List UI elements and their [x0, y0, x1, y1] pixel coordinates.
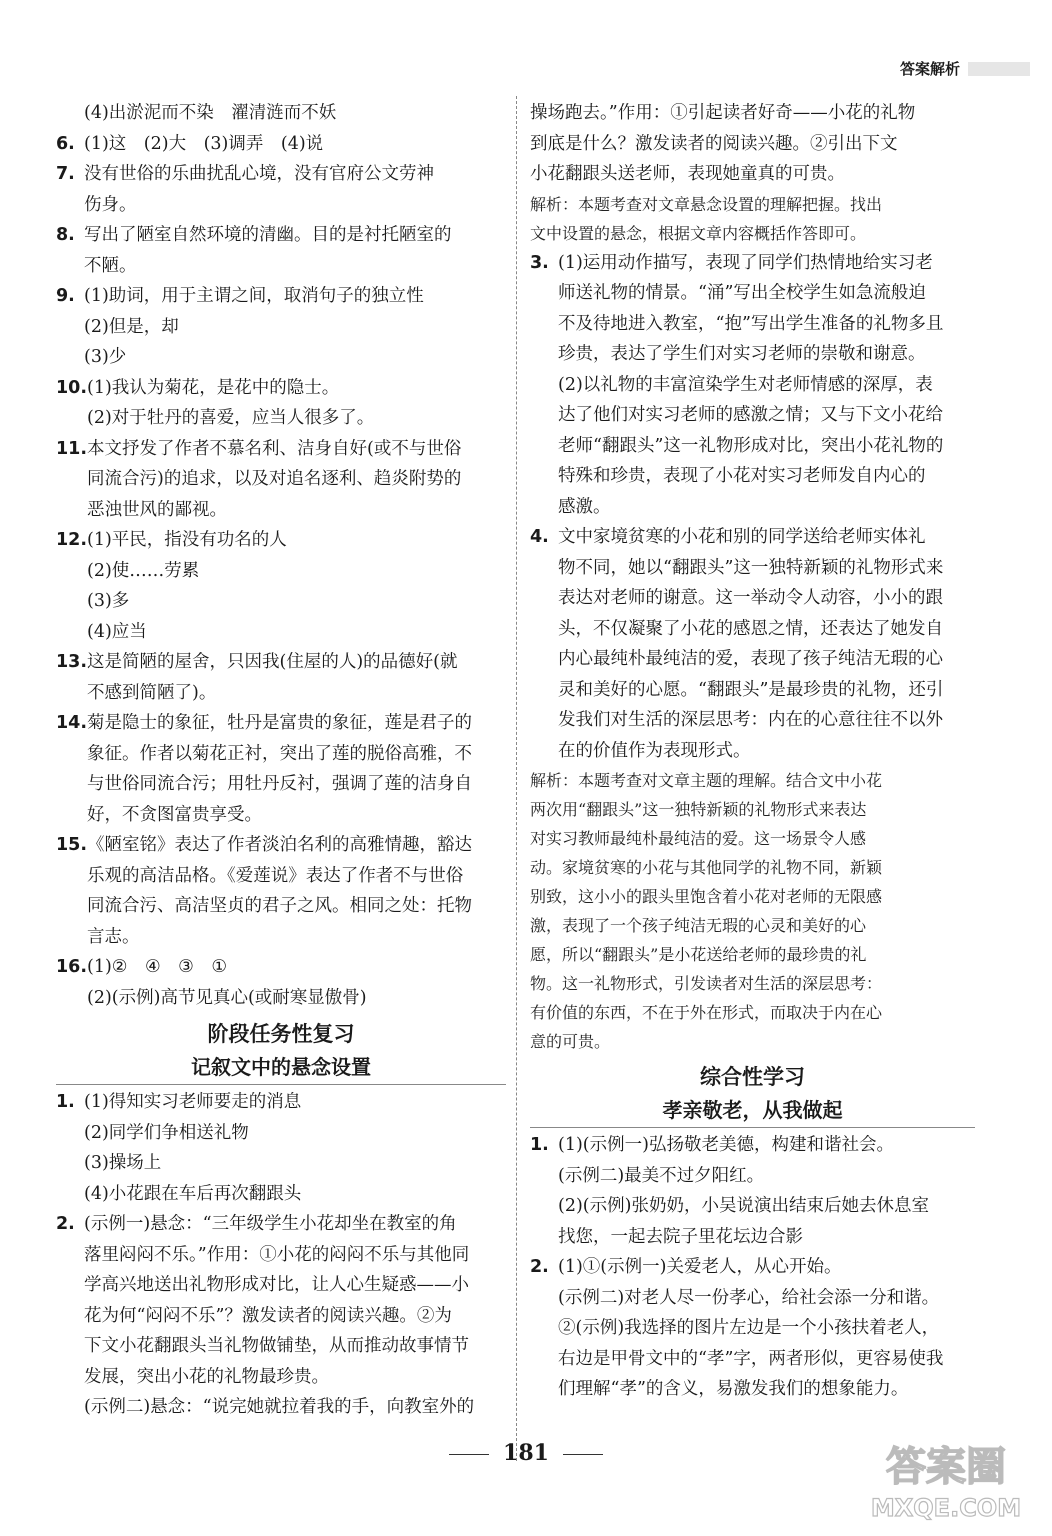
answer-item: [56, 281, 506, 373]
answer-line: 右边是甲骨文中的“孝”字，两者形似，更容易使我: [558, 1348, 944, 1369]
answer-line: (1)运用动作描写，表现了同学们热情地给实习老: [558, 252, 933, 273]
answer-line: ②(示例)我选择的图片左边是一个小孩扶着老人，: [558, 1318, 940, 1338]
answer-line: 学高兴地送出礼物形成对比，让人心生疑惑——小: [84, 1275, 469, 1295]
answer-body: [84, 1087, 301, 1209]
answer-line: (1)我认为菊花，是花中的隐士。: [87, 377, 340, 398]
watermark-logo: [858, 1432, 1034, 1528]
answer-number: 8.: [56, 225, 75, 245]
right-column: [530, 98, 975, 1405]
answer-number: 2.: [56, 1214, 75, 1234]
answer-line: (2)同学们争相送礼物: [84, 1122, 249, 1143]
answer-line: (2)对于牡丹的喜爱，应当人很多了。: [87, 408, 375, 428]
analysis-line: 文中设置的悬念，根据文章内容概括作答即可。: [530, 223, 867, 243]
answer-body: [87, 708, 472, 830]
answer-number: 12.: [56, 530, 88, 550]
answer-line: (3)操场上: [84, 1153, 162, 1173]
answer-item: [56, 373, 506, 434]
section-title: 综合性学习: [700, 1065, 805, 1089]
answer-item: [56, 1087, 506, 1209]
answer-line: (4)应当: [87, 621, 147, 642]
page-number-text: 181: [503, 1440, 549, 1466]
answer-line: (2)但是，却: [84, 316, 179, 337]
answer-line: 这是简陋的屋舍，只因我(住屋的人)的品德好(就: [87, 652, 458, 672]
answer-body: [558, 1130, 929, 1252]
answer-item: [56, 525, 506, 647]
answer-line: 感激。: [558, 496, 611, 517]
answer-line: (示例二)最美不过夕阳红。: [558, 1165, 765, 1186]
answer-number: 9.: [56, 286, 75, 306]
watermark-line2: MXQE.COM: [870, 1494, 1022, 1522]
answer-body: [558, 248, 943, 523]
answer-line: 同流合污)的追求，以及对追名逐利、趋炎附势的: [87, 469, 462, 489]
answer-line: (示例二)对老人尽一份孝心，给社会添一分和谐。: [558, 1287, 940, 1308]
answer-line: (1)①(示例一)关爱老人，从心开始。: [558, 1257, 842, 1277]
analysis-line: 愿，所以“翻跟头”是小花送给老师的最珍贵的礼: [530, 945, 867, 964]
answer-line: 头，不仅凝聚了小花的感恩之情，还表达了她发自: [558, 618, 943, 639]
answer-line: 找您，一起去院子里花坛边合影: [558, 1226, 803, 1247]
answer-line: (4)出淤泥而不染 濯清涟而不妖: [84, 103, 337, 123]
answer-line: 花为何“闷闷不乐”？激发读者的阅读兴趣。②为: [84, 1305, 452, 1326]
answer-number: 14.: [56, 713, 88, 733]
answer-line: 没有世俗的乐曲扰乱心境，没有官府公文劳神: [84, 164, 434, 184]
answer-body: [84, 129, 323, 160]
answer-line: 恶浊世风的鄙视。: [87, 499, 228, 520]
page-number-dash: [563, 1454, 603, 1455]
answer-line: 不感到简陋了)。: [87, 682, 217, 703]
analysis-line: 对实习教师最纯朴最纯洁的爱。这一场景令人感: [530, 829, 867, 848]
header-label: 答案解析: [899, 60, 960, 78]
answer-body: [87, 373, 374, 434]
header-decor-bar: [968, 62, 1030, 76]
answer-line: 同流合污、高洁坚贞的君子之风。相同之处：托物: [87, 896, 473, 916]
answer-line: 达了他们对实习老师的感激之情；又与下文小花给: [558, 405, 943, 425]
answer-line: 不及待地进入教室，“抱”写出学生准备的礼物多且: [558, 313, 944, 334]
answer-line: 灵和美好的心愿。“翻跟头”是最珍贵的礼物，还引: [558, 679, 944, 700]
answer-line: (2)以礼物的丰富渲染学生对老师情感的深厚，表: [558, 374, 933, 395]
answer-line: 珍贵，表达了学生们对实习老师的崇敬和谢意。: [558, 344, 926, 364]
column-divider: [516, 96, 517, 1461]
answer-item: [56, 708, 506, 830]
answer-item: [56, 952, 506, 1013]
answer-item: [56, 220, 506, 281]
page-number-dash: [449, 1454, 489, 1455]
answer-line: 与世俗同流合污；用牡丹反衬，强调了莲的洁身自: [87, 774, 473, 794]
analysis-line: 意的可贵。: [530, 1032, 611, 1051]
answer-line: (4)小花跟在车后再次翻跟头: [84, 1183, 302, 1204]
answer-line: 落里闷闷不乐。”作用：①小花的闷闷不乐与其他同: [84, 1244, 470, 1265]
answer-body: [558, 522, 943, 766]
analysis-line: 有价值的东西，不在于外在形式，而取决于内在心: [530, 1003, 883, 1022]
answer-body: [87, 952, 367, 1013]
answer-line: 表达对老师的谢意。这一举动令人动容，小小的跟: [558, 588, 943, 608]
answer-body: [84, 159, 434, 220]
analysis-line: 动。家境贫寒的小花与其他同学的礼物不同，新颖: [530, 858, 883, 877]
answer-body: [84, 281, 424, 373]
answer-line: (1)这 (2)大 (3)调弄 (4)说: [84, 133, 324, 154]
answer-line: (1)得知实习老师要走的消息: [84, 1092, 302, 1112]
answer-line: 发展，突出小花的礼物最珍贵。: [84, 1366, 329, 1387]
answer-item: [56, 159, 506, 220]
answer-line: 到底是什么？激发读者的阅读兴趣。②引出下文: [530, 133, 898, 154]
answer-line: 菊是隐士的象征，牡丹是富贵的象征，莲是君子的: [87, 713, 473, 733]
answer-line: 特殊和珍贵，表现了小花对实习老师发自内心的: [558, 466, 926, 486]
answer-number: 7.: [56, 164, 75, 184]
answer-line: (示例二)悬念：“说完她就拉着我的手，向教室外的: [84, 1397, 475, 1417]
answer-number: 2.: [530, 1257, 549, 1277]
answer-item: [530, 1130, 975, 1252]
answer-item: [56, 647, 506, 708]
watermark-line1: 答案圈: [886, 1444, 1006, 1490]
answer-line: 老师“翻跟头”这一礼物形成对比，突出小花礼物的: [558, 435, 944, 456]
answer-item: [56, 434, 506, 526]
analysis-line: 激，表现了一个孩子纯洁无瑕的心灵和美好的心: [530, 916, 867, 935]
answer-number: 16.: [56, 957, 88, 977]
answer-item: [530, 522, 975, 766]
answer-line: (2)(示例)高节见真心(或耐寒显傲骨): [87, 987, 367, 1008]
answer-item: [56, 129, 506, 160]
answer-line: (3)少: [84, 347, 127, 367]
answer-line: (2)使……劳累: [87, 560, 200, 581]
answer-number: 4.: [530, 527, 549, 547]
answer-line: 伤身。: [84, 194, 137, 215]
answer-number: 6.: [56, 133, 75, 154]
answer-line: 物不同，她以“翻跟头”这一独特新颖的礼物形式来: [558, 557, 944, 578]
answer-body: [84, 220, 452, 281]
answer-body: [84, 1209, 474, 1423]
answer-line: (2)(示例)张奶奶，小吴说演出结束后她去休息室: [558, 1196, 929, 1216]
answer-line: 内心最纯朴最纯洁的爱，表现了孩子纯洁无瑕的心: [558, 649, 943, 669]
left-column: [56, 98, 506, 1423]
answer-line: 师送礼物的情景。“涌”写出全校学生如急流般迫: [558, 283, 926, 303]
answer-number: 13.: [56, 652, 88, 672]
answer-item: [56, 830, 506, 952]
answer-line: 小花翻跟头送老师，表现她童真的可贵。: [530, 164, 845, 184]
answer-line: (1)助词，用于主谓之间，取消句子的独立性: [84, 286, 424, 306]
answer-line: (1)② ④ ③ ①: [87, 957, 228, 977]
answer-number: 1.: [530, 1135, 549, 1155]
answer-line: (1)平民，指没有功名的人: [87, 530, 287, 550]
analysis-line: 解析：本题考查对文章主题的理解。结合文中小花: [530, 771, 883, 790]
answer-line: 写出了陋室自然环境的清幽。目的是衬托陋室的: [84, 225, 452, 245]
answer-body: [87, 647, 457, 708]
answer-line: 《陋室铭》表达了作者淡泊名利的高雅情趣，豁达: [87, 835, 473, 855]
answer-number: 11.: [56, 438, 88, 459]
analysis-line: 解析：本题考查对文章悬念设置的理解把握。找出: [530, 194, 883, 214]
answer-number: 1.: [56, 1092, 75, 1112]
answer-line: 发我们对生活的深层思考：内在的心意往往不以外: [558, 710, 943, 730]
answer-item: [530, 1252, 975, 1405]
answer-body: [87, 434, 461, 526]
answer-line: 下文小花翻跟头当礼物做铺垫，从而推动故事情节: [84, 1336, 469, 1356]
answer-line: 们理解“孝”的含义，易激发我们的想象能力。: [558, 1379, 909, 1399]
answer-number: 3.: [530, 252, 549, 273]
answer-line: (3)多: [87, 591, 130, 611]
answer-number: 15.: [56, 835, 88, 855]
answer-body: [87, 830, 472, 952]
answer-line: 言志。: [87, 926, 140, 947]
answer-number: 10.: [56, 377, 88, 398]
analysis-line: 两次用“翻跟头”这一独特新颖的礼物形式来表达: [530, 800, 867, 819]
header-tag: [900, 58, 1030, 79]
answer-line: 在的价值作为表现形式。: [558, 740, 751, 761]
answer-line: (示例一)悬念：“三年级学生小花却坐在教室的角: [84, 1214, 457, 1234]
analysis-line: 物。这一礼物形式，引发读者对生活的深层思考：: [530, 974, 883, 993]
section-subtitle: 记叙文中的悬念设置: [56, 1052, 506, 1086]
analysis-line: 别致，这小小的跟头里饱含着小花对老师的无限感: [530, 887, 883, 906]
answer-line: 象征。作者以菊花正衬，突出了莲的脱俗高雅，不: [87, 743, 473, 764]
answer-line: 操场跑去。”作用：①引起读者好奇——小花的礼物: [530, 103, 916, 123]
answer-line: 乐观的高洁品格。《爱莲说》表达了作者不与世俗: [87, 865, 464, 886]
answer-body: [87, 525, 287, 647]
answer-line: 本文抒发了作者不慕名利、洁身自好(或不与世俗: [87, 438, 462, 459]
answer-item: [56, 1209, 506, 1423]
answer-item: [530, 248, 975, 523]
answer-line: (1)(示例一)弘扬敬老美德，构建和谐社会。: [558, 1135, 894, 1155]
answer-line: 不陋。: [84, 255, 137, 276]
answer-line: 好，不贪图富贵享受。: [87, 804, 263, 825]
answer-line: 文中家境贫寒的小花和别的同学送给老师实体礼: [558, 527, 926, 547]
section-title: 阶段任务性复习: [207, 1022, 355, 1046]
section-subtitle: 孝亲敬老，从我做起: [530, 1095, 975, 1129]
answer-body: [558, 1252, 943, 1405]
